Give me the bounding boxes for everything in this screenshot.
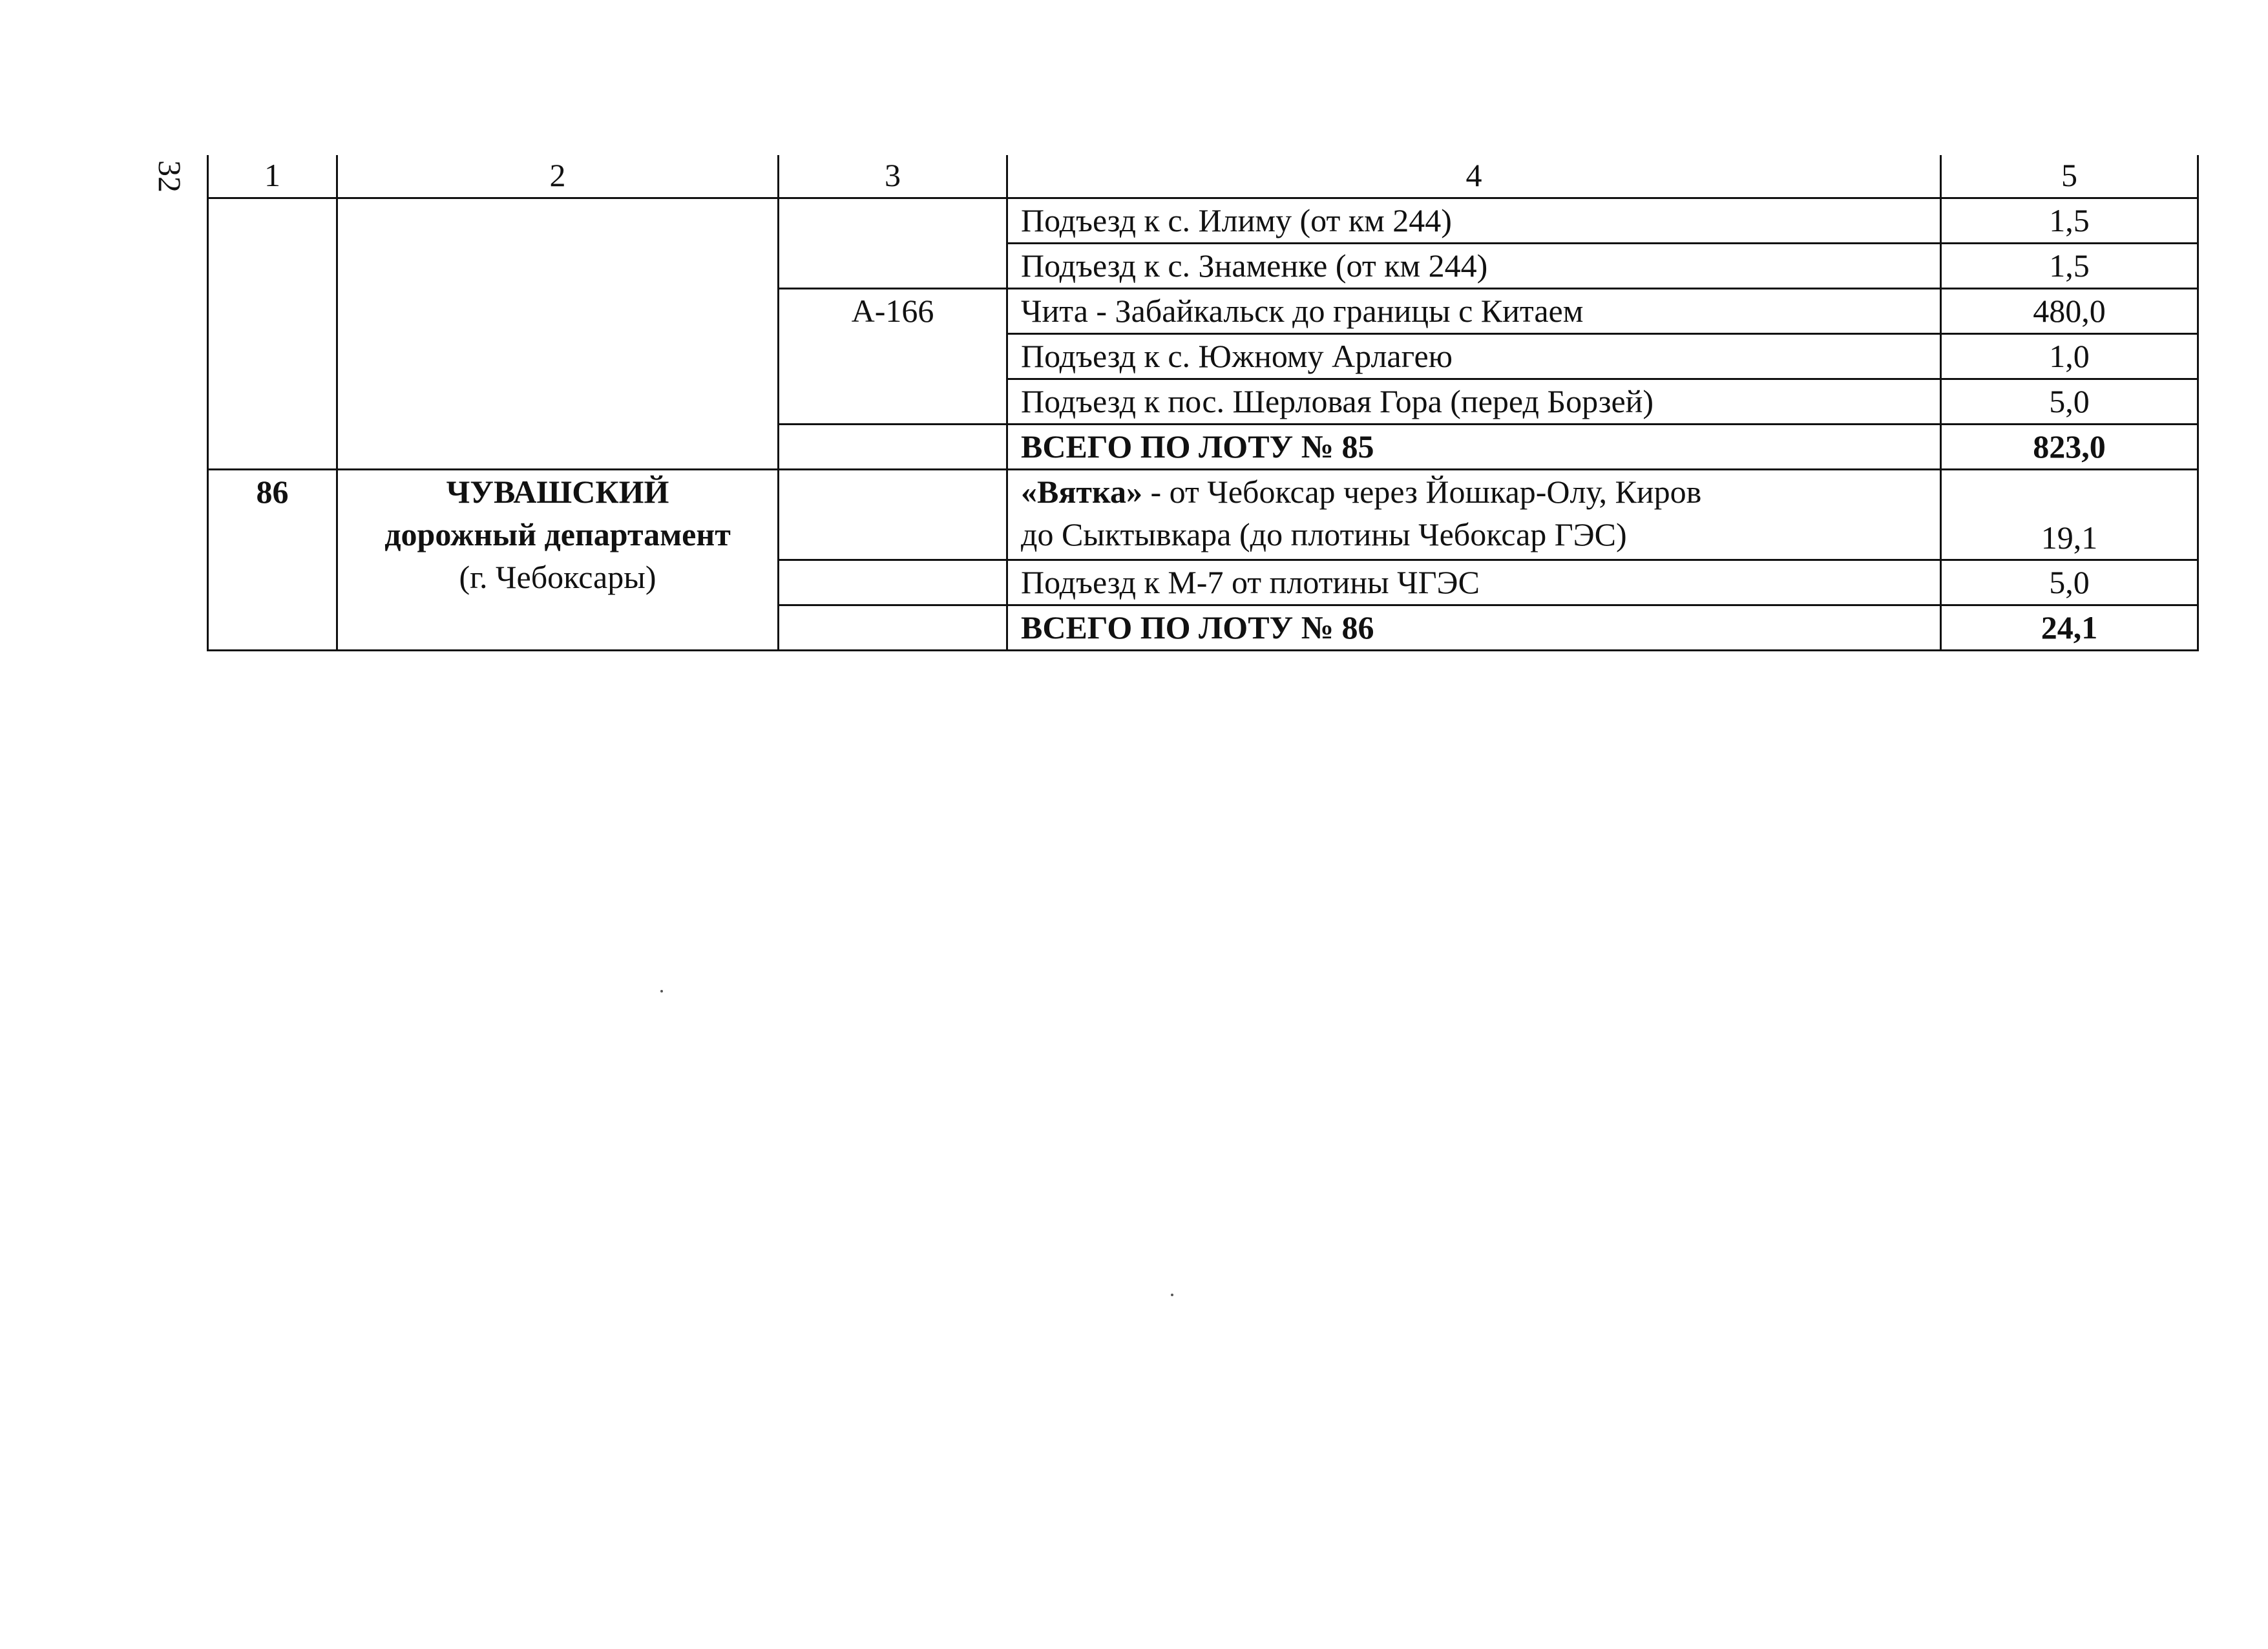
route-line-2: до Сыктывкара (до плотины Чебоксар ГЭС) xyxy=(1021,516,1627,552)
lot-85-number-cell xyxy=(208,198,337,469)
department-city: (г. Чебоксары) xyxy=(459,558,656,595)
road-code-cell xyxy=(779,424,1007,469)
column-number-5: 5 xyxy=(1941,155,2198,198)
route-description: - от Чебоксар через Йошкар-Олу, Киров xyxy=(1142,473,1702,510)
lot-85-total-value: 823,0 xyxy=(1941,424,2198,469)
road-code-cell xyxy=(779,198,1007,288)
route-cell: Подъезд к М-7 от плотины ЧГЭС xyxy=(1007,560,1941,605)
route-cell: Подъезд к с. Знаменке (от км 244) xyxy=(1007,243,1941,288)
department-type: дорожный департамент xyxy=(384,516,731,552)
column-number-row xyxy=(208,155,2198,198)
table-row xyxy=(208,469,2198,560)
column-number-1: 1 xyxy=(208,155,337,198)
route-cell: Подъезд к пос. Шерловая Гора (перед Борзей) xyxy=(1007,379,1941,424)
column-number-2: 2 xyxy=(337,155,779,198)
route-name-bold: «Вятка» xyxy=(1021,473,1143,510)
page-number: 32 xyxy=(152,160,188,193)
length-cell: 5,0 xyxy=(1941,560,2198,605)
length-cell: 5,0 xyxy=(1941,379,2198,424)
length-cell: 19,1 xyxy=(1941,469,2198,560)
scan-speck xyxy=(660,990,663,993)
table-row xyxy=(208,198,2198,243)
lot-86-total-label: ВСЕГО ПО ЛОТУ № 86 xyxy=(1007,605,1941,650)
lot-85-department-cell xyxy=(337,198,779,469)
column-number-4: 4 xyxy=(1007,155,1941,198)
route-cell: Чита - Забайкальск до границы с Китаем xyxy=(1007,288,1941,333)
length-cell: 1,5 xyxy=(1941,198,2198,243)
length-cell: 1,5 xyxy=(1941,243,2198,288)
road-code-cell: А-166 xyxy=(779,288,1007,424)
lot-85-total-label: ВСЕГО ПО ЛОТУ № 85 xyxy=(1007,424,1941,469)
route-cell xyxy=(1007,469,1941,560)
lot-86-total-value: 24,1 xyxy=(1941,605,2198,650)
road-lots-table xyxy=(207,155,2199,651)
scan-speck xyxy=(1171,1294,1173,1296)
column-number-3: 3 xyxy=(779,155,1007,198)
length-cell: 1,0 xyxy=(1941,333,2198,379)
road-code-cell xyxy=(779,469,1007,560)
lot-86-number: 86 xyxy=(208,469,337,650)
length-cell: 480,0 xyxy=(1941,288,2198,333)
lot-86-department xyxy=(337,469,779,650)
department-name: ЧУВАШСКИЙ xyxy=(446,473,669,510)
route-line-1 xyxy=(1021,470,1927,513)
road-code-cell xyxy=(779,560,1007,605)
route-cell: Подъезд к с. Илиму (от км 244) xyxy=(1007,198,1941,243)
road-code-cell xyxy=(779,605,1007,650)
route-cell: Подъезд к с. Южному Арлагею xyxy=(1007,333,1941,379)
